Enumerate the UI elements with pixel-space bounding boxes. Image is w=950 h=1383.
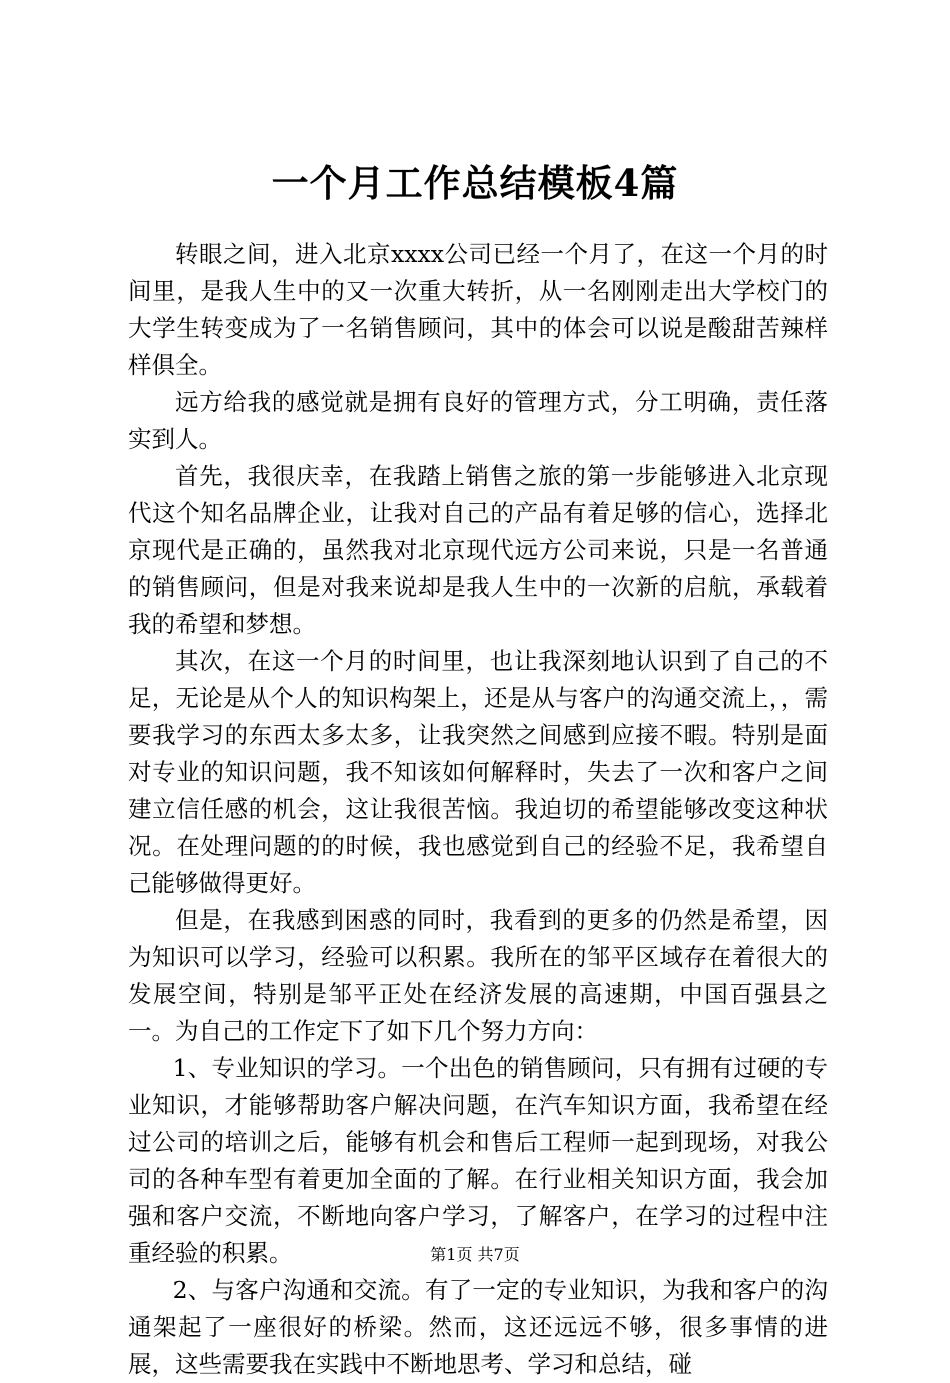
list-paragraph: 1、专业知识的学习。一个出色的销售顾问，只有拥有过硬的专业知识，才能够帮助客户解决问题，在汽车知识方面，我希望在经过公司的培训之后，能够有机会和售后工程师一起到现场，对我公司的各种车型有着更加全面的了解。在行业相关知识方面，我会加强和客户交流，不断地向客户学习，了解客户，在学习的过程中注重经验的积累。 xyxy=(128,1054,828,1267)
paragraph: 但是，在我感到困惑的同时，我看到的更多的仍然是希望，因为知识可以学习，经验可以积累。我所在的邹平区域存在着很大的发展空间，特别是邹平正处在经济发展的高速期，中国百强县之一。为自己的工作定下了如下几个努力方向： xyxy=(128,906,828,1045)
paragraph: 其次，在这一个月的时间里，也让我深刻地认识到了自己的不足，无论是从个人的知识构架上，还是从与客户的沟通交流上，，需要我学习的东西太多太多，让我突然之间感到应接不暇。特别是面对专业的知识问题，我不知该如何解释时，失去了一次和客户之间建立信任感的机会，这让我很苦恼。我迫切的希望能够改变这种状况。在处理问题的的时候，我也感觉到自己的经验不足，我希望自己能够做得更好。 xyxy=(128,647,828,897)
document-title: 一个月工作总结模板4篇 xyxy=(271,161,679,205)
document-body xyxy=(128,236,828,1383)
paragraph: 远方给我的感觉就是拥有良好的管理方式，分工明确，责任落实到人。 xyxy=(128,388,828,453)
paragraph: 转眼之间，进入北京xxxx公司已经一个月了，在这一个月的时间里，是我人生中的又一次重大转折，从一名刚刚走出大学校门的大学生转变成为了一名销售顾问，其中的体会可以说是酸甜苦辣样样俱全。 xyxy=(128,240,828,379)
paragraph: 首先，我很庆幸，在我踏上销售之旅的第一步能够进入北京现代这个知名品牌企业，让我对自己的产品有着足够的信心，选择北京现代是正确的，虽然我对北京现代远方公司来说，只是一名普通的销售顾问，但是对我来说却是我人生中的一次新的启航，承载着我的希望和梦想。 xyxy=(128,462,828,638)
list-paragraph: 2、与客户沟通和交流。有了一定的专业知识，为我和客户的沟通架起了一座很好的桥梁。然而，这还远远不够，很多事情的进展，这些需要我在实践中不断地思考、学习和总结，碰 xyxy=(128,1276,828,1378)
page-footer: 第1页 共7页 xyxy=(430,1245,520,1264)
